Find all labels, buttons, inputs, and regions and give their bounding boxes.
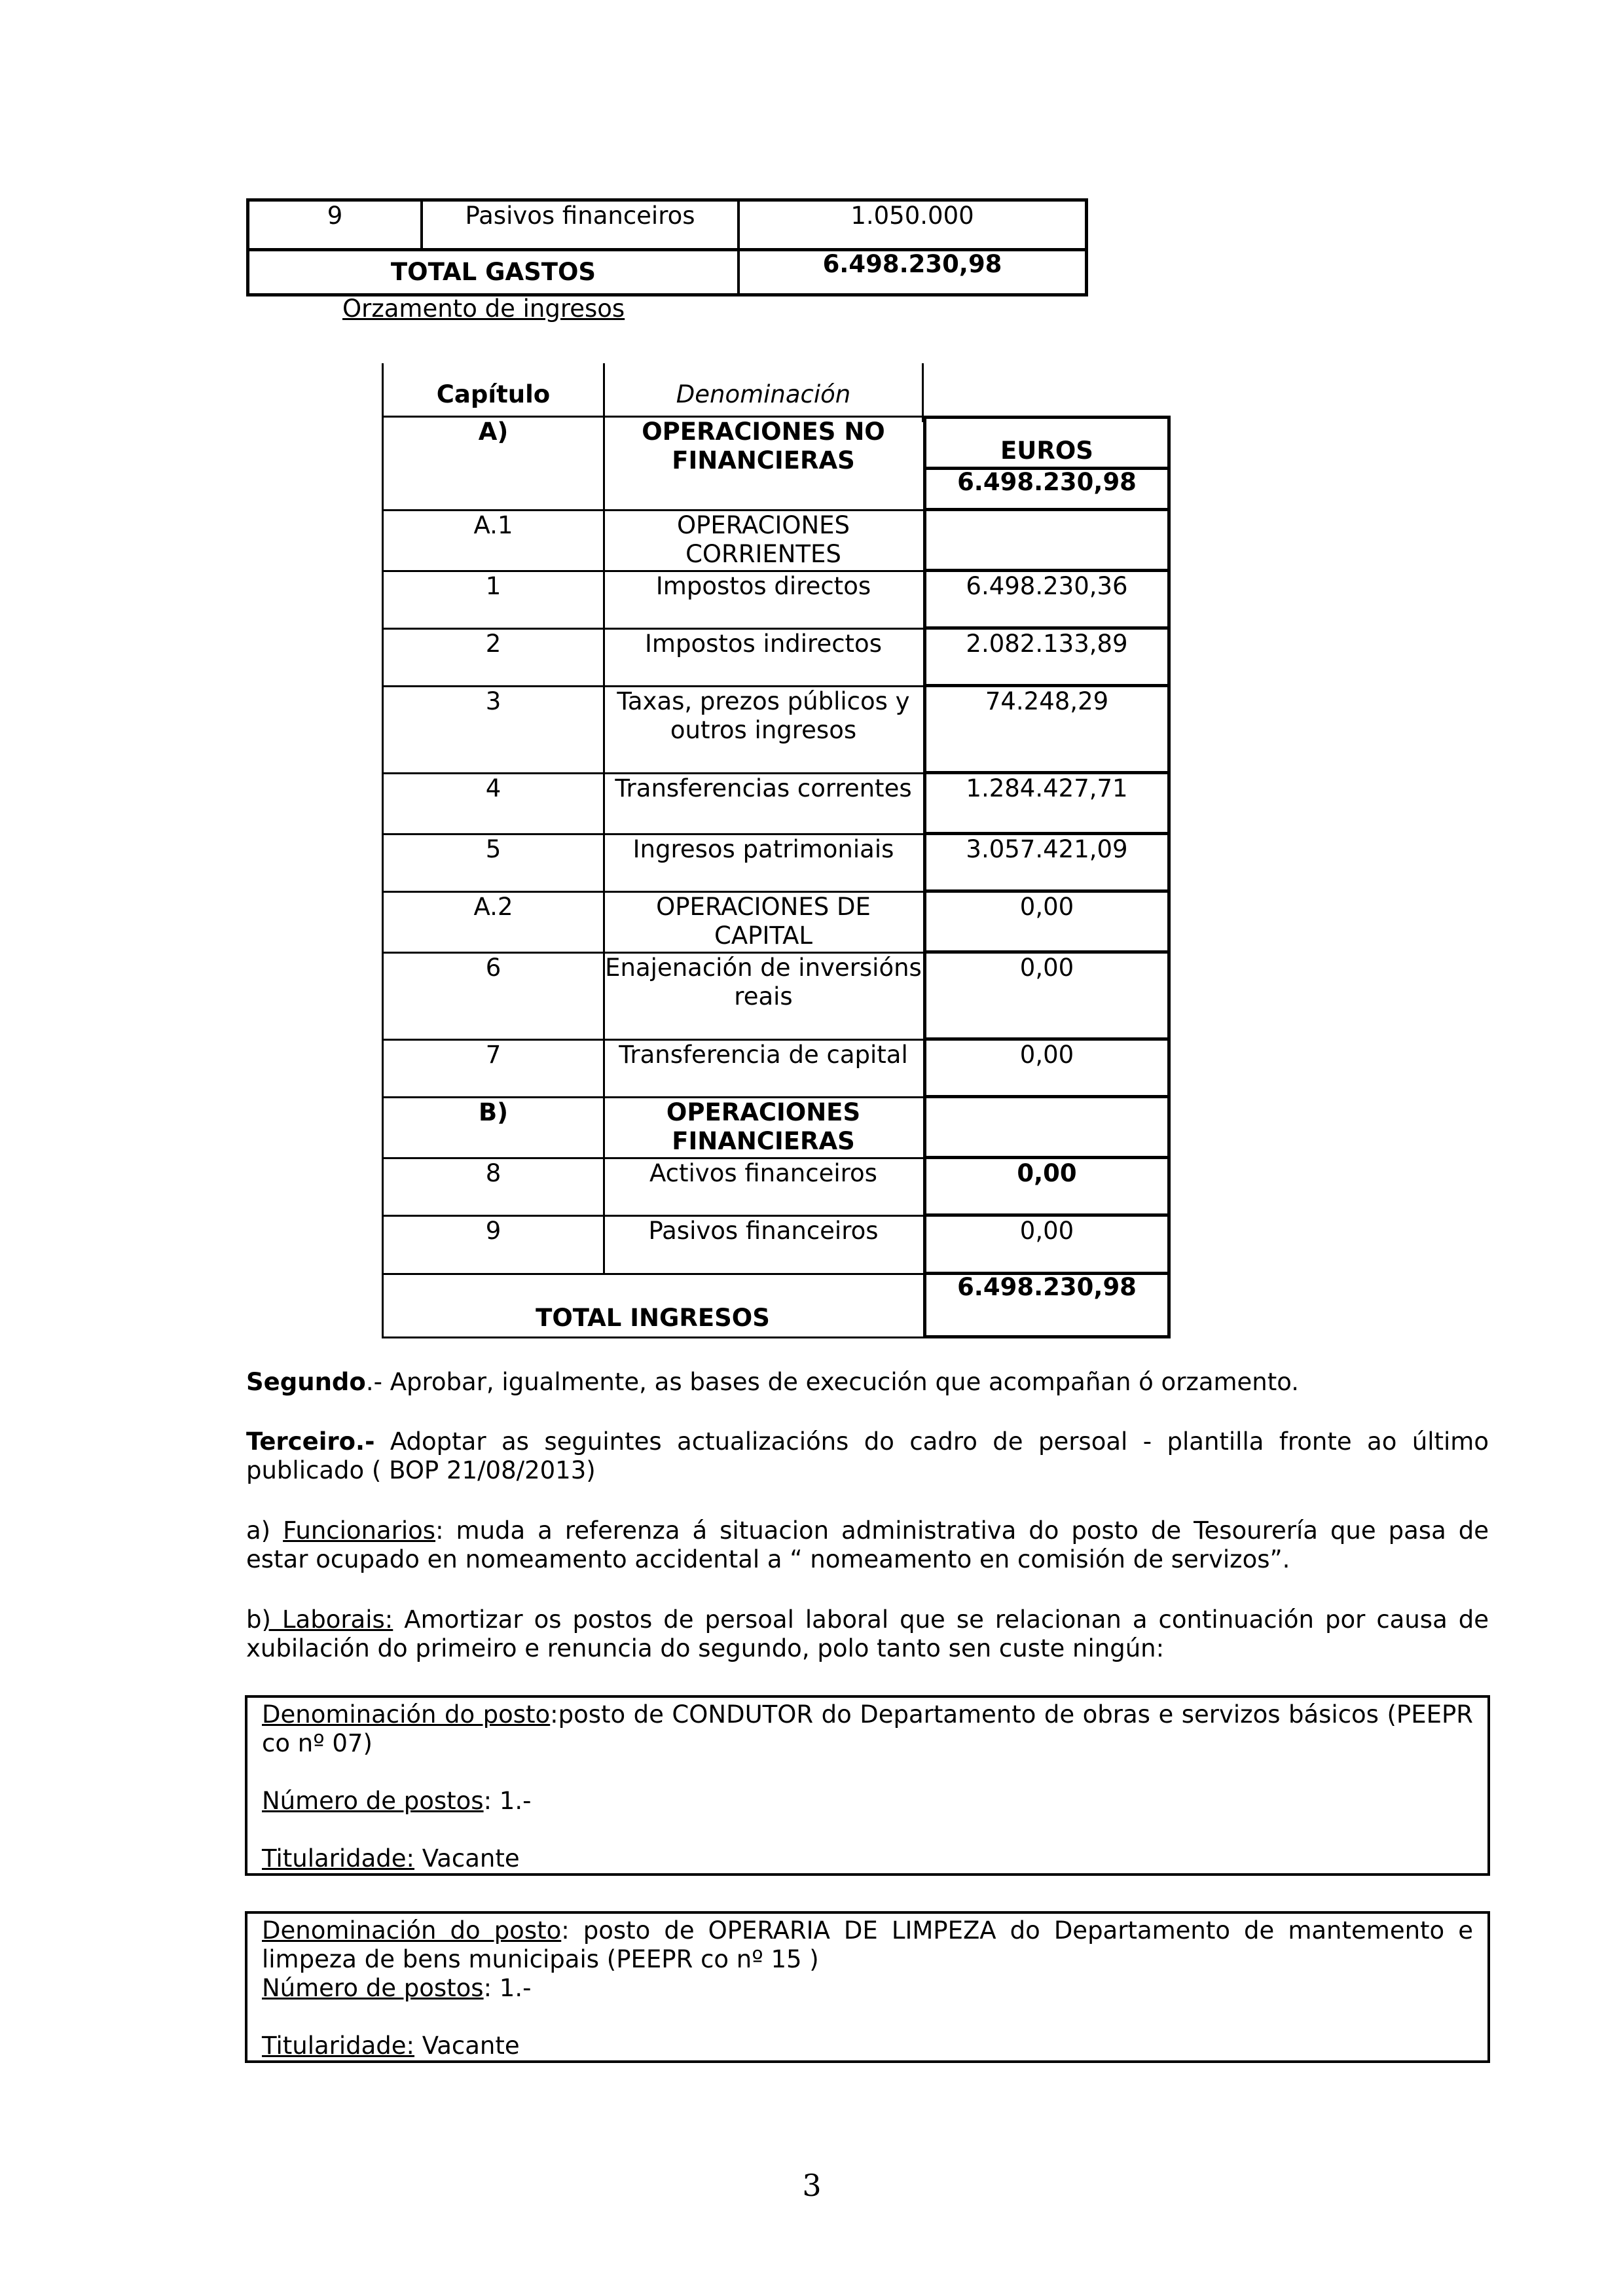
gastos-total-amount: 6.498.230,98	[822, 250, 1002, 278]
row-chapter: A.2	[473, 893, 513, 921]
segundo-paragraph	[246, 1368, 1489, 1397]
posto-box-condutor	[245, 1695, 1490, 1876]
row-name: Impostos indirectos	[645, 630, 882, 658]
denom-label: Denominación do posto	[262, 1916, 562, 1945]
row-name: OPERACIONES FINANCIERAS	[666, 1098, 861, 1155]
row-name: Enajenación de inversións reais	[605, 954, 922, 1011]
row-amount: 6.498.230,36	[966, 572, 1128, 600]
table-line	[923, 416, 1171, 419]
row-amount: 0,00	[1019, 954, 1074, 982]
item-a-text: : muda a referenza á situacion administrativa do posto de Tesourería que pasa de estar ocupado en nomeamento accidental a “ nomeamento en comisión de servizos”.	[246, 1516, 1489, 1573]
item-b-paragraph	[246, 1605, 1489, 1663]
item-a-paragraph	[246, 1516, 1489, 1574]
posto-box-operaria	[245, 1911, 1490, 2063]
gastos-total-label: TOTAL GASTOS	[390, 258, 596, 286]
row-name: Transferencia de capital	[619, 1041, 908, 1069]
row-name: OPERACIONES DE CAPITAL	[656, 893, 871, 950]
row-chapter: 4	[485, 774, 501, 802]
table-line	[922, 363, 924, 422]
row-name: Ingresos patrimoniais	[632, 835, 894, 863]
row-chapter: 7	[485, 1041, 501, 1069]
row-amount: 0,00	[1019, 893, 1074, 921]
table-line	[923, 1335, 1171, 1338]
row-chapter: 3	[485, 687, 501, 715]
num-label: Número de postos	[262, 1787, 484, 1815]
gastos-chapter: 9	[327, 202, 343, 230]
row-chapter: B)	[478, 1098, 509, 1126]
row-amount: 0,00	[1019, 1041, 1074, 1069]
page-number: 3	[802, 2168, 822, 2203]
header-chapter: Capítulo	[436, 380, 551, 408]
row-name: Activos financeiros	[649, 1159, 877, 1187]
table-line	[923, 1095, 1171, 1098]
tit-label: Titularidade:	[262, 1844, 415, 1873]
ingresos-total-label: TOTAL INGRESOS	[536, 1304, 770, 1332]
num-text: : 1.-	[483, 1974, 532, 2002]
row-chapter: 1	[485, 572, 501, 600]
item-b-label: ) Laborais:	[261, 1605, 393, 1634]
tit-text: Vacante	[414, 1844, 520, 1873]
item-a-prefix: a)	[246, 1516, 283, 1545]
gastos-name: Pasivos financeiros	[465, 202, 695, 230]
table-line	[923, 416, 926, 1338]
table-line	[382, 1336, 925, 1338]
row-chapter: 8	[485, 1159, 501, 1187]
row-amount: 6.498.230,98	[957, 468, 1137, 496]
row-amount: 74.248,29	[985, 687, 1109, 715]
row-name: Transferencias correntes	[615, 774, 912, 802]
gastos-amount: 1.050.000	[850, 202, 974, 230]
row-chapter: 2	[485, 630, 501, 658]
terceiro-text: Adoptar as seguintes actualizacións do cadro de persoal - plantilla fronte ao último publicado ( BOP 21/08/2013)	[246, 1427, 1489, 1484]
tit-label: Titularidade:	[262, 2032, 415, 2060]
denom-text: :posto de CONDUTOR do Departamento de obras e servizos básicos (PEEPR co nº 07)	[262, 1700, 1473, 1757]
ingresos-title: Orzamento de ingresos	[342, 295, 625, 323]
row-amount: 0,00	[1017, 1159, 1077, 1187]
header-euros: EUROS	[1000, 437, 1093, 465]
row-chapter: A.1	[473, 511, 513, 539]
segundo-label: Segundo	[246, 1368, 366, 1396]
row-name: Taxas, prezos públicos y outros ingresos	[617, 687, 910, 744]
row-amount: 0,00	[1019, 1217, 1074, 1245]
table-line	[1167, 416, 1171, 1338]
num-label: Número de postos	[262, 1974, 484, 2002]
row-amount: 3.057.421,09	[966, 835, 1128, 863]
terceiro-paragraph	[246, 1427, 1489, 1485]
item-b-text: Amortizar os postos de persoal laboral que se relacionan a continuación por causa de xubilación do primeiro e renuncia do segundo, polo tanto sen custe ningún:	[246, 1605, 1489, 1662]
row-amount: 1.284.427,71	[966, 774, 1128, 802]
header-name: Denominación	[676, 380, 851, 408]
row-name: Pasivos financeiros	[648, 1217, 879, 1245]
segundo-text: .- Aprobar, igualmente, as bases de execución que acompañan ó orzamento.	[365, 1368, 1300, 1396]
item-b-prefix: b	[246, 1605, 262, 1634]
table-line	[923, 508, 1171, 511]
tit-text: Vacante	[414, 2032, 520, 2060]
row-name: OPERACIONES CORRIENTES	[676, 511, 850, 568]
gastos-table	[246, 198, 1088, 296]
denom-text: : posto de OPERARIA DE LIMPEZA do Departamento de mantemento e limpeza de bens municipais (PEEPR co nº 15 )	[262, 1916, 1473, 1973]
denom-label: Denominación do posto	[262, 1700, 551, 1729]
ingresos-table	[382, 363, 1171, 1338]
row-name: Impostos directos	[655, 572, 871, 600]
row-amount: 2.082.133,89	[966, 630, 1128, 658]
row-chapter: 9	[485, 1217, 501, 1245]
row-name: OPERACIONES NO FINANCIERAS	[642, 418, 885, 475]
table-line	[382, 1273, 925, 1275]
terceiro-label: Terceiro.-	[246, 1427, 375, 1456]
row-chapter: A)	[478, 418, 509, 446]
num-text: : 1.-	[483, 1787, 532, 1815]
row-chapter: 6	[485, 954, 501, 982]
row-chapter: 5	[485, 835, 501, 863]
ingresos-total-amount: 6.498.230,98	[957, 1273, 1137, 1301]
item-a-label: Funcionarios	[283, 1516, 436, 1545]
